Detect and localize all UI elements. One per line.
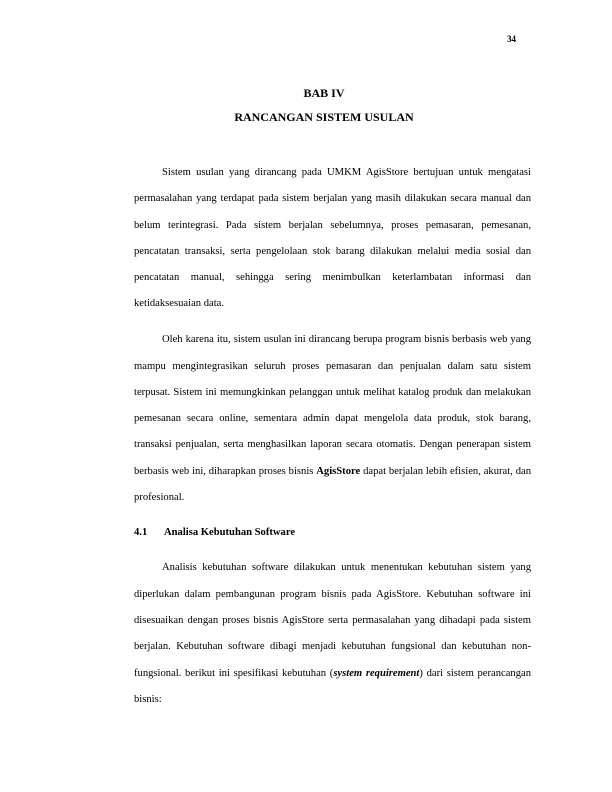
paragraph-text: ) dari sistem perancangan bisnis: [134, 667, 532, 705]
page-number: 34 [507, 34, 516, 44]
paragraph-intro: Sistem usulan yang dirancang pada UMKM AgisStore bertujuan untuk mengatasi permasalahan yang terdapat pada sistem berjalan yang masih dilakukan secara manual dan belum terintegrasi. Pada sistem berjalan sebelumnya, proses pemasaran, pemesanan, pencatatan transaksi, serta pengelolaan stok barang dilakukan melalui media sosial dan pencatatan manual, sehingga sering menimbulkan keterlambatan informasi dan ketidaksesuaian data. [134, 167, 531, 310]
italic-term: system requirement [333, 667, 420, 679]
paragraph-text: dapat berjalan lebih efisien, akurat, dan profesional. [134, 465, 531, 504]
section-number: 4.1 [134, 527, 148, 539]
paragraph-text: Analisis kebutuhan software dilakukan untuk menentukan kebutuhan sistem yang diperlukan dalam pembangunan program bisnis pada AgisStore. Kebutuhan software ini disesuaikan dengan proses bisnis AgisStore serta permasalahan yang dihadapi pada sistem berjalan. Kebutuhan software dibagi menjadi kebutuhan fungsional dan kebutuhan non-fungsional. berikut ini spesifikasi kebutuhan ( [134, 562, 531, 679]
paragraph-software-analysis [134, 555, 531, 713]
document-body [134, 160, 531, 713]
paragraph-text: Oleh karena itu, sistem usulan ini dirancang berupa program bisnis berbasis web yang mampu mengintegrasikan seluruh proses pemasaran dan penjualan dalam satu sistem terpusat. Sistem ini memungkinkan pelanggan untuk melihat katalog produk dan melakukan pemesanan secara online, sementara admin dapat mengelola data produk, stok barang, transaksi penjualan, serta menghasilkan laporan secara otomatis. Dengan penerapan sistem berbasis web ini, diharapkan proses bisnis [134, 334, 531, 477]
section-title: Analisa Kebutuhan Software [164, 527, 296, 539]
section-heading [134, 520, 531, 546]
chapter-title: RANCANGAN SISTEM USULAN [234, 110, 414, 124]
paragraph-proposal [134, 327, 531, 511]
chapter-label: BAB IV [303, 86, 345, 100]
brand-name: AgisStore [316, 465, 361, 477]
chapter-heading [36, 81, 612, 129]
